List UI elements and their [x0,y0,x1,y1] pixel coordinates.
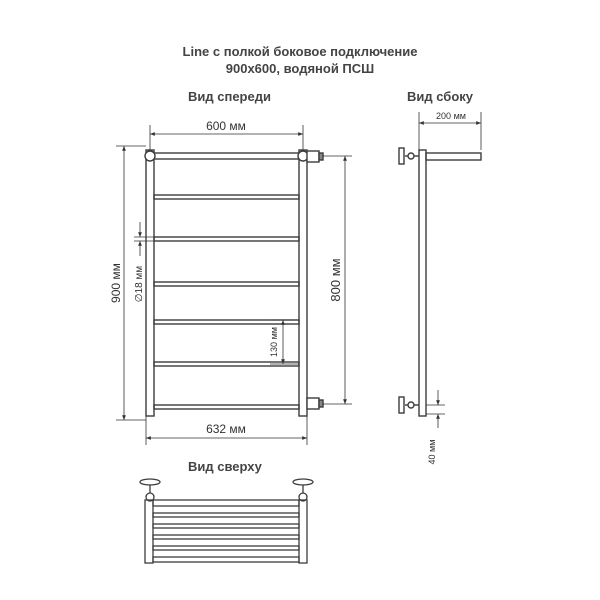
dim-height-total: 900 мм [109,263,123,303]
side-shelf [426,153,481,160]
front-view [145,150,323,416]
rung [154,320,299,324]
right-rail [299,150,307,416]
side-rail [419,150,426,416]
side-view [399,148,481,416]
top-connection [307,151,319,162]
top-view [140,479,313,563]
rung [154,237,299,241]
dim-wall-offset: 40 мм [427,439,437,465]
rung [154,195,299,199]
top-view-label: Вид сверху [188,459,262,474]
dim-width-top: 600 мм [206,119,246,133]
dim-step: 130 мм [269,327,279,357]
top-right-rail [299,500,307,563]
rung [154,282,299,286]
dim-axis-distance: 800 мм [328,258,343,302]
top-left-rail [145,500,153,563]
dim-width-bottom: 632 мм [206,422,246,436]
shelf-bar [150,153,305,159]
bottom-connection [307,398,319,409]
dim-shelf-depth: 200 мм [436,111,466,121]
front-view-label: Вид спереди [188,89,271,104]
rung [154,405,299,409]
side-view-label: Вид сбоку [407,89,474,104]
drawing-title-line2: 900x600, водяной ПСШ [225,61,375,76]
drawing-title-line1: Line с полкой боковое подключение [182,44,418,59]
dim-pipe-diameter: ∅18 мм [134,265,145,303]
left-rail [146,150,154,416]
